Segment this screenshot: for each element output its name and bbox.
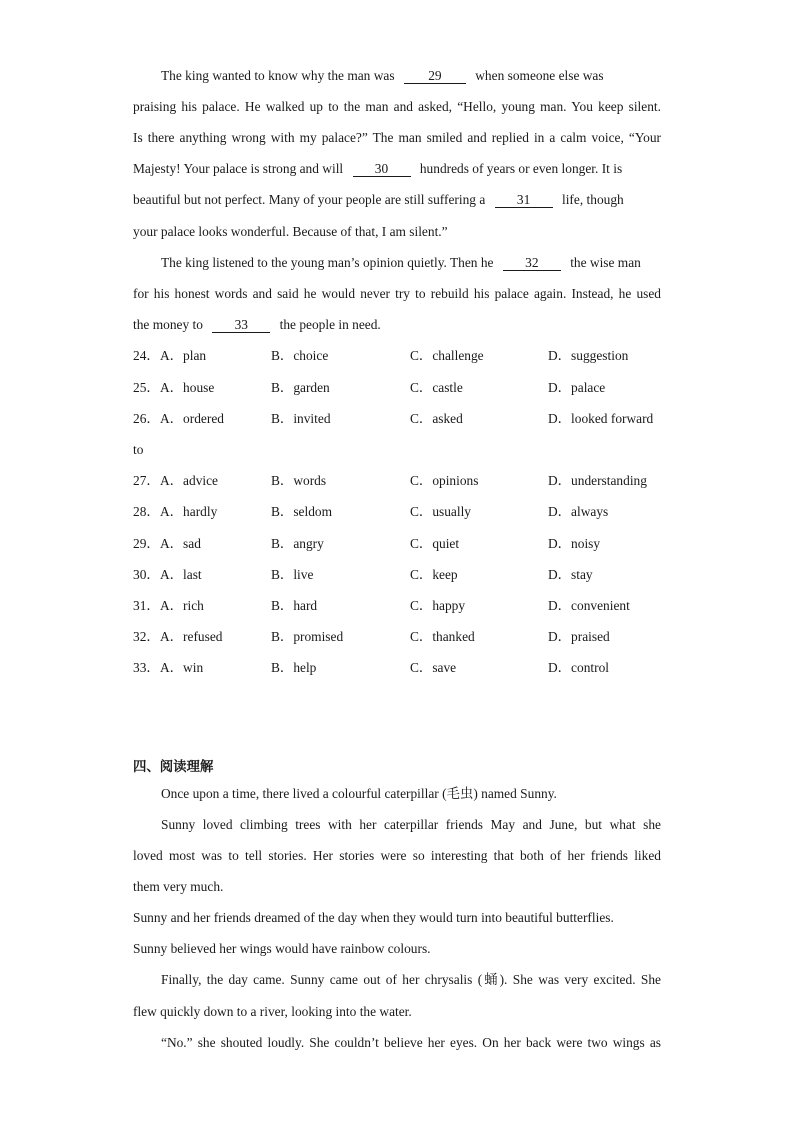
passage-line	[133, 192, 661, 208]
question-number: 24．	[133, 348, 160, 363]
blank-29: 29	[404, 69, 466, 84]
reading-line: Sunny loved climbing trees with her caterpillar friends May and June, but what she	[161, 817, 661, 832]
passage-text: The king listened to the young man’s opinion quietly. Then he	[161, 255, 494, 270]
passage-text: Majesty! Your palace is strong and will	[133, 161, 344, 176]
passage-line	[133, 255, 661, 271]
option-d: D．palace	[548, 380, 606, 395]
option-d: D．convenient	[548, 598, 630, 613]
passage-line: for his honest words and said he would never try to rebuild his palace again. Instead, he used	[133, 286, 661, 301]
option-a: A．hardly	[160, 504, 218, 519]
option-b: B．hard	[271, 598, 318, 613]
passage-text: hundreds of years or even longer. It is	[419, 161, 623, 176]
question-number: 29．	[133, 536, 160, 551]
option-d: D．stay	[548, 567, 593, 582]
option-c: C．challenge	[410, 348, 484, 363]
option-c: C．save	[410, 660, 457, 675]
option-c: C．happy	[410, 598, 466, 613]
passage-line	[133, 317, 661, 333]
reading-line: Sunny and her friends dreamed of the day when they would turn into beautiful butterflies.	[133, 910, 614, 925]
option-d: D．noisy	[548, 536, 601, 551]
option-b: B．invited	[271, 411, 331, 426]
option-a: A．last	[160, 567, 202, 582]
option-b: B．live	[271, 567, 314, 582]
option-c: C．quiet	[410, 536, 460, 551]
option-a: A．ordered	[160, 411, 224, 426]
option-b: B．promised	[271, 629, 344, 644]
passage-text: beautiful but not perfect. Many of your people are still suffering a	[133, 192, 486, 207]
option-a: A．rich	[160, 598, 204, 613]
passage-text: The king wanted to know why the man was	[161, 68, 395, 83]
question-number: 33．	[133, 660, 160, 675]
blank-30: 30	[353, 162, 411, 177]
question-number: 25．	[133, 380, 160, 395]
option-b: B．choice	[271, 348, 329, 363]
option-c: C．castle	[410, 380, 463, 395]
section-heading: 四、阅读理解	[133, 759, 214, 774]
option-b: B．words	[271, 473, 327, 488]
option-d: D．praised	[548, 629, 610, 644]
reading-line: flew quickly down to a river, looking into the water.	[133, 1004, 412, 1019]
option-c: C．usually	[410, 504, 472, 519]
blank-32: 32	[503, 256, 561, 271]
blank-31: 31	[495, 193, 553, 208]
reading-line: Once upon a time, there lived a colourful caterpillar (毛虫) named Sunny.	[161, 786, 557, 801]
blank-33: 33	[212, 318, 270, 333]
passage-line: Is there anything wrong with my palace?” The man smiled and replied in a calm voice, “Your	[133, 130, 661, 145]
option-d-wrap: to	[133, 442, 144, 457]
option-a: A．house	[160, 380, 215, 395]
option-a: A．sad	[160, 536, 201, 551]
reading-line: loved most was to tell stories. Her stories were so interesting that both of her friends liked	[133, 848, 661, 863]
question-number: 30．	[133, 567, 160, 582]
option-c: C．asked	[410, 411, 463, 426]
option-d: D．understanding	[548, 473, 647, 488]
option-a: A．advice	[160, 473, 219, 488]
question-number: 26．	[133, 411, 160, 426]
reading-line: Sunny believed her wings would have rainbow colours.	[133, 941, 431, 956]
option-d: D．control	[548, 660, 609, 675]
option-b: B．angry	[271, 536, 324, 551]
passage-line: your palace looks wonderful. Because of that, I am silent.”	[133, 224, 448, 239]
option-b: B．help	[271, 660, 317, 675]
question-number: 28．	[133, 504, 160, 519]
option-d: D．always	[548, 504, 609, 519]
option-b: B．seldom	[271, 504, 333, 519]
passage-text: the money to	[133, 317, 203, 332]
passage-text: when someone else was	[475, 68, 604, 83]
option-a: A．refused	[160, 629, 223, 644]
question-number: 32．	[133, 629, 160, 644]
reading-line: “No.” she shouted loudly. She couldn’t believe her eyes. On her back were two wings as	[161, 1035, 661, 1050]
option-c: C．thanked	[410, 629, 475, 644]
passage-line	[133, 68, 661, 84]
option-b: B．garden	[271, 380, 330, 395]
reading-line: Finally, the day came. Sunny came out of her chrysalis (蛹). She was very excited. She	[161, 972, 661, 987]
option-c: C．opinions	[410, 473, 479, 488]
reading-line: them very much.	[133, 879, 224, 894]
passage-line	[133, 161, 661, 177]
option-a: A．plan	[160, 348, 207, 363]
passage-line: praising his palace. He walked up to the man and asked, “Hello, young man. You keep silent.	[133, 99, 661, 114]
question-number: 31．	[133, 598, 160, 613]
passage-text: life, though	[561, 192, 624, 207]
option-d: D．looked forward	[548, 411, 654, 426]
option-a: A．win	[160, 660, 204, 675]
question-number: 27．	[133, 473, 160, 488]
passage-text: the people in need.	[279, 317, 381, 332]
passage-text: the wise man	[570, 255, 641, 270]
option-d: D．suggestion	[548, 348, 629, 363]
option-c: C．keep	[410, 567, 458, 582]
